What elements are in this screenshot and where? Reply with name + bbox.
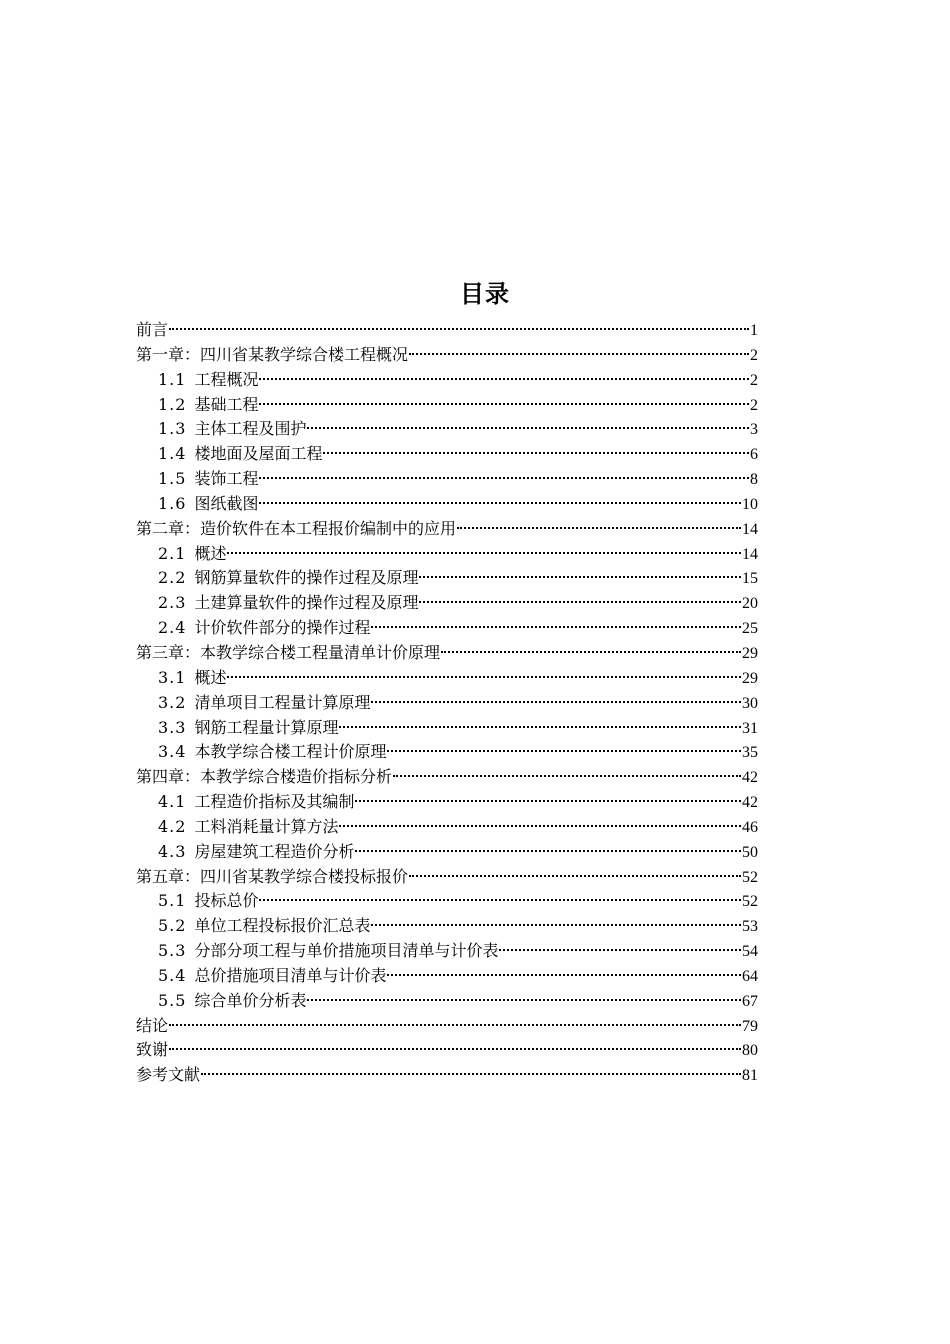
toc-entry-title: 致谢 [136,1040,169,1060]
toc-entry-text [158,442,322,467]
toc-section-number: 5.3 [158,941,187,961]
toc-section-entry[interactable] [136,566,758,591]
toc-list [136,318,758,1088]
toc-entry-title: 单位工程投标报价汇总表 [194,916,371,936]
toc-entry-text [158,566,418,591]
toc-dot-leader [371,701,741,703]
toc-section-number: 3.3 [158,717,187,737]
toc-entry-text [158,740,386,765]
toc-entry-title: 投标总价 [194,891,259,911]
toc-entry-title: 第四章：本教学综合楼造价指标分析 [136,767,393,787]
toc-section-entry[interactable] [136,393,758,418]
toc-page-number: 42 [742,769,758,787]
toc-dot-leader [355,850,741,852]
toc-section-entry[interactable] [136,740,758,765]
toc-section-number: 5.4 [158,965,187,985]
toc-page-number: 54 [742,943,758,961]
toc-dot-leader [259,477,749,479]
toc-page-number: 80 [742,1042,758,1060]
toc-section-number: 1.1 [158,369,187,389]
toc-page-number: 1 [750,322,758,339]
toc-section-entry[interactable] [136,368,758,393]
toc-dot-leader [169,1024,741,1026]
toc-entry-text [158,467,258,492]
toc-section-number: 1.6 [158,493,187,513]
toc-dot-leader [371,924,741,926]
toc-entry-title: 本教学综合楼工程计价原理 [194,742,387,762]
toc-section-number: 1.3 [158,419,187,439]
toc-page-number: 46 [742,818,758,836]
toc-chapter-entry[interactable] [136,1038,758,1063]
toc-page-number: 79 [742,1017,758,1035]
toc-page-number: 8 [750,471,758,489]
toc-dot-leader [499,949,741,951]
toc-dot-leader [457,527,741,529]
toc-section-entry[interactable] [136,616,758,641]
toc-page-number: 30 [742,694,758,712]
toc-dot-leader [387,750,741,752]
toc-chapter-entry[interactable] [136,765,758,790]
toc-dot-leader [393,775,741,777]
toc-entry-text [158,989,306,1014]
toc-entry-title: 总价措施项目清单与计价表 [194,965,387,985]
toc-page-number: 53 [742,918,758,936]
toc-chapter-entry[interactable] [136,641,758,666]
toc-entry-text [158,914,370,939]
toc-dot-leader [307,999,741,1001]
toc-page-number: 35 [742,744,758,762]
toc-entry-title: 结论 [136,1015,169,1035]
toc-entry-title: 房屋建筑工程造价分析 [194,841,355,861]
toc-entry-text [158,889,258,914]
toc-entry-title: 楼地面及屋面工程 [194,444,323,464]
toc-section-entry[interactable] [136,716,758,741]
toc-entry-title: 前言 [136,320,169,339]
toc-entry-text [158,691,370,716]
toc-section-number: 4.1 [158,792,187,812]
toc-entry-text [136,641,440,666]
toc-entry-text [158,417,306,442]
toc-page-number: 29 [742,669,758,687]
toc-section-entry[interactable] [136,467,758,492]
toc-section-entry[interactable] [136,939,758,964]
toc-entry-text [158,591,418,616]
toc-entry-title: 钢筋工程量计算原理 [194,717,339,737]
toc-dot-leader [169,1048,741,1050]
toc-entry-text [136,1038,168,1063]
toc-dot-leader [441,651,741,653]
toc-dot-leader [307,427,749,429]
toc-page-number: 29 [742,644,758,662]
toc-chapter-entry[interactable] [136,343,758,368]
toc-entry-text [158,790,354,815]
toc-section-entry[interactable] [136,417,758,442]
toc-entry-text [158,393,258,418]
toc-section-entry[interactable] [136,442,758,467]
toc-entry-title: 概述 [194,543,227,563]
toc-page-number: 52 [742,868,758,886]
toc-dot-leader [409,875,741,877]
toc-entry-text [158,542,226,567]
toc-dot-leader [259,378,749,380]
toc-section-entry[interactable] [136,840,758,865]
toc-section-number: 5.2 [158,916,187,936]
toc-section-number: 2.2 [158,568,187,588]
toc-entry-text [136,318,168,343]
toc-section-entry[interactable] [136,964,758,989]
toc-page-number: 2 [750,371,758,389]
toc-dot-leader [419,576,741,578]
toc-page-number: 14 [742,545,758,563]
toc-section-number: 1.4 [158,444,187,464]
toc-section-entry[interactable] [136,691,758,716]
toc-page-number: 50 [742,843,758,861]
toc-entry-title: 钢筋算量软件的操作过程及原理 [194,568,419,588]
toc-section-number: 2.3 [158,593,187,613]
toc-section-entry[interactable] [136,666,758,691]
toc-section-number: 1.2 [158,394,187,414]
toc-dot-leader [323,452,749,454]
toc-page-number: 3 [750,421,758,439]
toc-page-number: 42 [742,794,758,812]
toc-dot-leader [169,328,749,330]
toc-dot-leader [409,353,749,355]
toc-entry-title: 主体工程及围护 [194,419,307,439]
toc-page-number: 15 [742,570,758,588]
toc-entry-title: 基础工程 [194,394,259,414]
toc-entry-title: 图纸截图 [194,493,259,513]
toc-section-number: 3.1 [158,667,187,687]
toc-entry-title: 概述 [194,667,227,687]
toc-chapter-entry[interactable] [136,517,758,542]
toc-entry-title: 工料消耗量计算方法 [194,816,339,836]
toc-page-number: 31 [742,719,758,737]
toc-entry-title: 分部分项工程与单价措施项目清单与计价表 [194,941,499,961]
toc-entry-title: 第二章：造价软件在本工程报价编制中的应用 [136,518,457,538]
toc-entry-text [158,939,498,964]
toc-section-entry[interactable] [136,914,758,939]
toc-entry-title: 土建算量软件的操作过程及原理 [194,593,419,613]
toc-section-number: 2.1 [158,543,187,563]
toc-entry-title: 综合单价分析表 [194,990,307,1010]
toc-entry-text [158,964,386,989]
toc-entry-text [136,343,408,368]
toc-section-number: 2.4 [158,618,187,638]
toc-entry-text [158,666,226,691]
toc-dot-leader [259,502,741,504]
toc-chapter-entry[interactable] [136,318,758,343]
toc-section-number: 5.1 [158,891,187,911]
toc-page-number: 2 [750,396,758,414]
toc-section-entry[interactable] [136,815,758,840]
toc-entry-title: 第一章：四川省某教学综合楼工程概况 [136,344,409,364]
toc-section-number: 3.2 [158,692,187,712]
toc-chapter-entry[interactable] [136,865,758,890]
toc-section-entry[interactable] [136,492,758,517]
toc-entry-title: 工程概况 [194,369,259,389]
toc-section-number: 1.5 [158,469,187,489]
toc-entry-text [136,865,408,890]
toc-page-number: 2 [750,346,758,364]
toc-entry-text [136,1063,200,1088]
toc-dot-leader [371,626,741,628]
toc-page-number: 52 [742,893,758,911]
toc-entry-title: 参考文献 [136,1065,201,1085]
toc-dot-leader [339,825,741,827]
toc-section-entry[interactable] [136,542,758,567]
toc-dot-leader [339,726,741,728]
toc-dot-leader [355,800,741,802]
toc-dot-leader [419,601,741,603]
toc-section-number: 5.5 [158,990,187,1010]
toc-page-number: 25 [742,620,758,638]
toc-entry-title: 计价软件部分的操作过程 [194,618,371,638]
toc-section-number: 3.4 [158,742,187,762]
toc-entry-title: 装饰工程 [194,469,259,489]
toc-page-number: 81 [742,1067,758,1085]
toc-dot-leader [387,974,741,976]
toc-title: 目录 [460,280,510,308]
toc-page-number: 10 [742,495,758,513]
toc-page-number: 14 [742,520,758,538]
toc-page-number: 20 [742,595,758,613]
toc-dot-leader [259,899,741,901]
toc-entry-text [136,765,392,790]
toc-section-entry[interactable] [136,889,758,914]
toc-entry-text [158,716,338,741]
toc-dot-leader [259,403,749,405]
toc-section-entry[interactable] [136,989,758,1014]
toc-page-number: 6 [750,446,758,464]
toc-entry-text [158,840,354,865]
toc-page-number: 64 [742,967,758,985]
toc-chapter-entry[interactable] [136,1014,758,1039]
toc-section-entry[interactable] [136,790,758,815]
toc-entry-title: 第五章：四川省某教学综合楼投标报价 [136,866,409,886]
toc-dot-leader [201,1073,741,1075]
toc-section-entry[interactable] [136,591,758,616]
toc-entry-text [158,368,258,393]
toc-section-number: 4.3 [158,841,187,861]
toc-dot-leader [227,676,741,678]
toc-entry-title: 第三章：本教学综合楼工程量清单计价原理 [136,642,441,662]
toc-entry-text [136,1014,168,1039]
toc-dot-leader [227,552,741,554]
toc-section-number: 4.2 [158,816,187,836]
toc-entry-text [158,492,258,517]
toc-entry-text [158,616,370,641]
toc-entry-title: 工程造价指标及其编制 [194,792,355,812]
toc-entry-text [158,815,338,840]
toc-page-number: 67 [742,992,758,1010]
toc-entry-text [136,517,456,542]
toc-chapter-entry[interactable] [136,1063,758,1088]
toc-entry-title: 清单项目工程量计算原理 [194,692,371,712]
